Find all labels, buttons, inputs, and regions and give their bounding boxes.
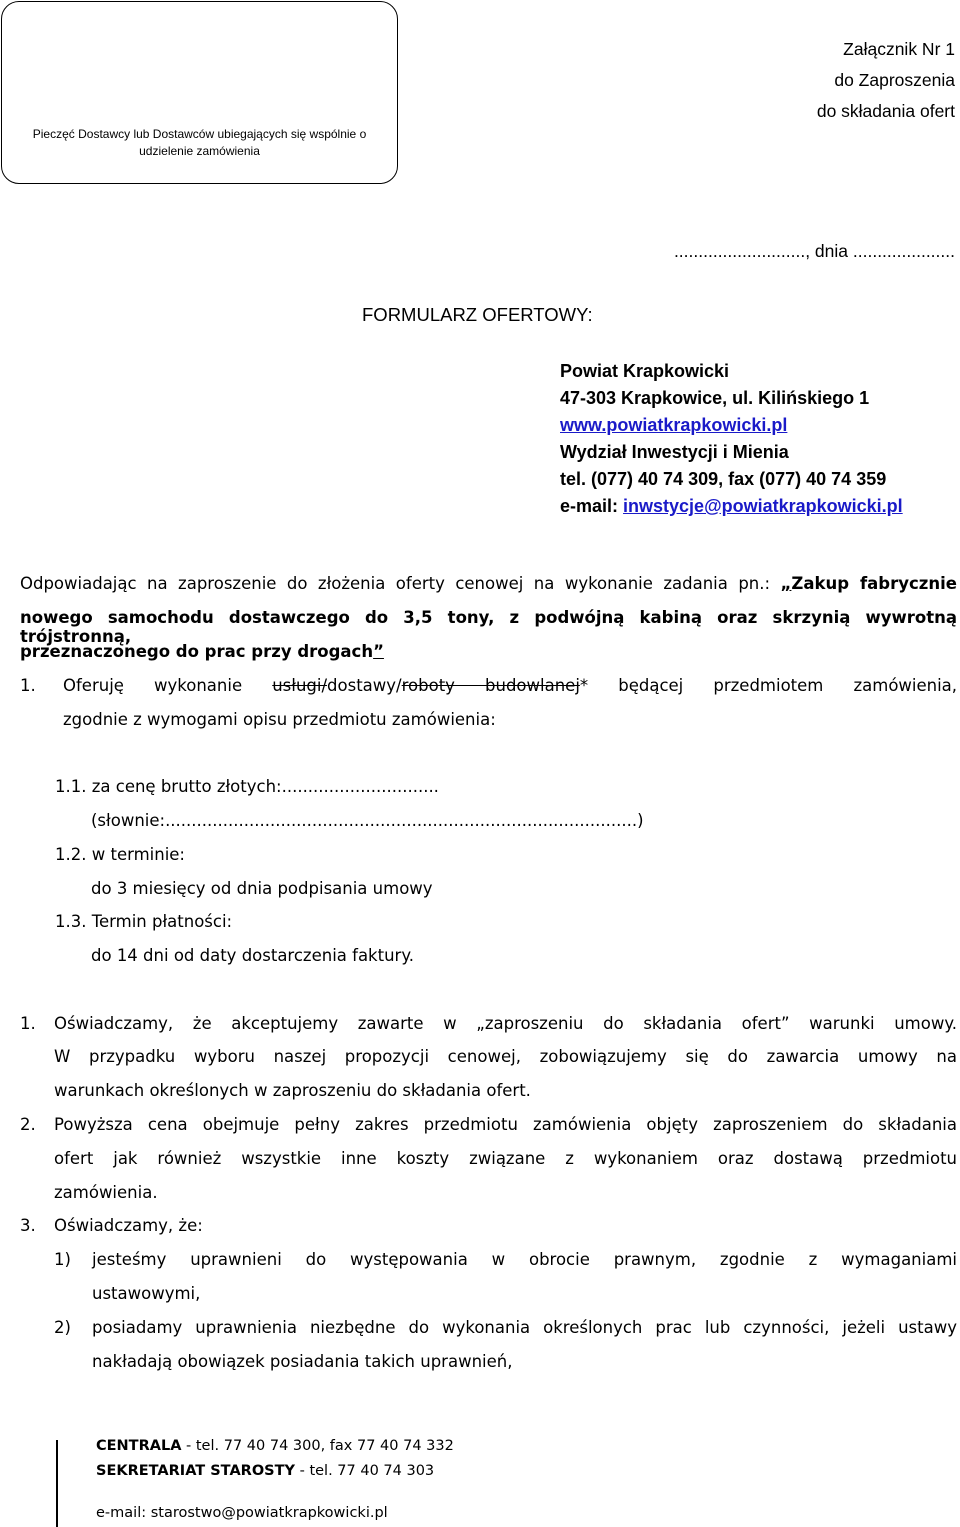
- declaration-3-item-2-line-2: nakładają obowiązek posiadania takich uprawnień,: [92, 1352, 513, 1371]
- opening-quote: „: [780, 574, 792, 593]
- addressee-block: [560, 358, 903, 520]
- footer-vertical-rule: [56, 1440, 58, 1527]
- price-field: 1.1. za cenę brutto złotych:..............................: [55, 777, 439, 796]
- offer-word-4: przedmiotem: [713, 676, 824, 695]
- declaration-2-number: 2.: [20, 1115, 36, 1134]
- declaration-3-line-1: Oświadczamy, że:: [54, 1216, 203, 1235]
- payment-value: do 14 dni od daty dostarczenia faktury.: [91, 946, 414, 965]
- declaration-3-item-2-line-1: posiadamy uprawnienia niezbędne do wykonania określonych prac lub czynności, jeżeli ustawy: [92, 1318, 957, 1337]
- payment-label: 1.3. Termin płatności:: [55, 912, 233, 931]
- addressee-department: Wydział Inwestycji i Mienia: [560, 442, 789, 462]
- offer-line-2: zgodnie z wymogami opisu przedmiotu zamówienia:: [63, 710, 496, 729]
- footer-central-phone: - tel. 77 40 74 300, fax 77 40 74 332: [181, 1438, 454, 1454]
- footer-central: [96, 1438, 454, 1454]
- declaration-1-line-2: W przypadku wyboru naszej propozycji cenowej, zobowiązujemy się do zawarcia umowy na: [54, 1047, 957, 1066]
- term-value: do 3 miesięcy od dnia podpisania umowy: [91, 879, 433, 898]
- declaration-1-line-1: Oświadczamy, że akceptujemy zawarte w „zaproszeniu do składania ofert” warunki umowy.: [54, 1014, 957, 1033]
- declaration-3-number: 3.: [20, 1216, 36, 1235]
- declaration-3-item-1-number: 1): [54, 1250, 71, 1269]
- subject-title-line-3: przeznaczonego do prac przy drogach”: [20, 642, 384, 661]
- annex-line-3: do składania ofert: [816, 101, 955, 121]
- declaration-3-item-1-line-1: jesteśmy uprawnieni do występowania w obrocie prawnym, zgodnie z wymaganiami: [92, 1250, 957, 1269]
- addressee-name: Powiat Krapkowicki: [560, 361, 730, 381]
- subject-title-start: „Zakup fabrycznie: [780, 574, 957, 593]
- closing-quote: ”: [373, 642, 384, 661]
- offer-word-1: Oferuję: [63, 676, 124, 695]
- declaration-2-line-1: Powyższa cena obejmuje pełny zakres przedmiotu zamówienia objęty zaproszeniem do składania: [54, 1115, 957, 1134]
- offer-number: 1.: [20, 676, 36, 695]
- addressee-phone: tel. (077) 40 74 309, fax (077) 40 74 359: [560, 469, 887, 489]
- declaration-1-number: 1.: [20, 1014, 36, 1033]
- declaration-3-item-2-number: 2): [54, 1318, 71, 1337]
- asterisk: *: [579, 676, 589, 695]
- stamp-caption: Pieczęć Dostawcy lub Dostawców ubiegających się wspólnie o udzielenie zamówienia: [32, 127, 367, 158]
- struck-construction: roboty budowlanej: [401, 676, 580, 695]
- stamp-box: [1, 1, 398, 184]
- date-line: ..........................., dnia .....................: [673, 241, 955, 261]
- declaration-2-line-2: ofert jak również wszystkie inne koszty związane z wykonaniem oraz dostawą przedmiotu: [54, 1149, 957, 1168]
- annex-header: [817, 34, 955, 127]
- offer-line-1: [63, 676, 957, 695]
- offer-word-2: wykonanie: [154, 676, 243, 695]
- supply-option: dostawy/: [327, 676, 402, 695]
- email-label: e-mail:: [560, 496, 624, 516]
- struck-services: usługi/: [272, 676, 328, 695]
- addressee-address: 47-303 Krapkowice, ul. Kilińskiego 1: [560, 388, 870, 408]
- declaration-1-line-3: warunkach określonych w zaproszeniu do składania ofert.: [54, 1081, 531, 1100]
- intro-line-1: [20, 574, 957, 593]
- footer-email: e-mail: starostwo@powiatkrapkowicki.pl: [96, 1505, 388, 1521]
- offer-scope: [272, 676, 588, 695]
- intro-text: Odpowiadając na zaproszenie do złożenia oferty cenowej na wykonanie zadania pn.:: [20, 574, 771, 593]
- subject-title-line-2: nowego samochodu dostawczego do 3,5 tony, z podwójną kabiną oraz skrzynią wywrotną trójstronną,: [20, 608, 957, 646]
- declaration-3-item-1-line-2: ustawowymi,: [92, 1284, 201, 1303]
- annex-line-2: do Zaproszenia: [834, 70, 955, 90]
- form-title: FORMULARZ OFERTOWY:: [362, 304, 593, 325]
- footer-central-label: CENTRALA: [96, 1438, 182, 1454]
- annex-line-1: Załącznik Nr 1: [843, 39, 955, 59]
- price-in-words-field: (słownie:..........................................................................................): [91, 811, 644, 830]
- footer-secretariat: [96, 1463, 434, 1479]
- declaration-2-line-3: zamówienia.: [54, 1183, 158, 1202]
- addressee-email-link[interactable]: inwstycje@powiatkrapkowicki.pl: [623, 496, 903, 516]
- offer-word-5: zamówienia,: [853, 676, 958, 695]
- addressee-email-row: [560, 493, 903, 520]
- offer-word-3: będącej: [618, 676, 684, 695]
- addressee-website-link[interactable]: www.powiatkrapkowicki.pl: [560, 415, 788, 435]
- footer-secretariat-phone: - tel. 77 40 74 303: [295, 1463, 435, 1479]
- term-label: 1.2. w terminie:: [55, 845, 185, 864]
- footer-secretariat-label: SEKRETARIAT STAROSTY: [96, 1463, 295, 1479]
